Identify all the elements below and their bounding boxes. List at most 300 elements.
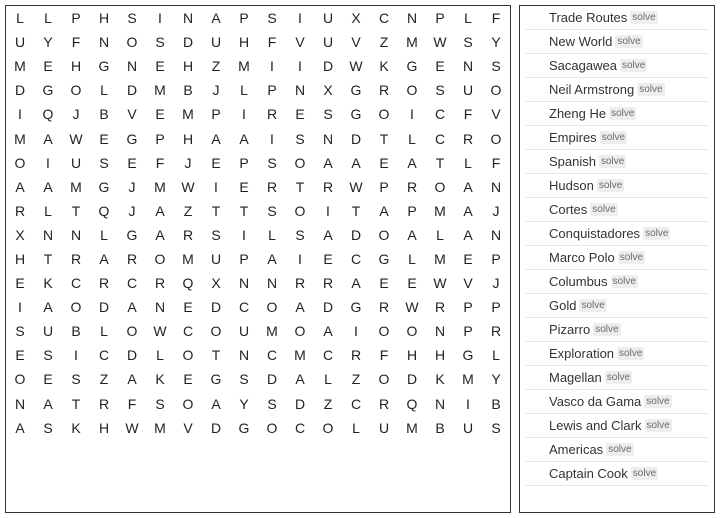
grid-cell[interactable]: S bbox=[323, 106, 333, 123]
grid-cell[interactable]: R bbox=[434, 299, 446, 316]
grid-cell[interactable]: I bbox=[298, 58, 302, 75]
grid-cell[interactable]: E bbox=[127, 154, 137, 171]
grid-cell[interactable]: L bbox=[100, 323, 108, 340]
grid-cell[interactable]: U bbox=[238, 323, 250, 340]
grid-cell[interactable]: E bbox=[15, 275, 25, 292]
grid-cell[interactable]: T bbox=[351, 202, 361, 219]
grid-cell[interactable]: S bbox=[239, 371, 249, 388]
grid-cell[interactable]: S bbox=[267, 395, 277, 412]
grid-cell[interactable]: R bbox=[154, 275, 166, 292]
grid-cell[interactable]: E bbox=[155, 58, 165, 75]
grid-cell[interactable]: O bbox=[378, 323, 390, 340]
grid-cell[interactable]: D bbox=[126, 347, 138, 364]
grid-cell[interactable]: Z bbox=[183, 202, 193, 219]
grid-cell[interactable]: E bbox=[463, 250, 473, 267]
grid-cell[interactable]: I bbox=[18, 106, 22, 123]
grid-cell[interactable]: A bbox=[323, 226, 333, 243]
grid-cell[interactable]: N bbox=[42, 226, 54, 243]
grid-cell[interactable]: S bbox=[155, 395, 165, 412]
grid-cell[interactable]: G bbox=[350, 106, 362, 123]
grid-cell[interactable]: I bbox=[242, 106, 246, 123]
grid-cell[interactable]: V bbox=[295, 34, 305, 51]
grid-cell[interactable]: G bbox=[98, 58, 110, 75]
grid-cell[interactable]: Y bbox=[239, 395, 249, 412]
grid-cell[interactable]: E bbox=[407, 275, 417, 292]
grid-cell[interactable]: B bbox=[491, 395, 501, 412]
grid-cell[interactable]: N bbox=[434, 395, 446, 412]
grid-cell[interactable]: R bbox=[126, 250, 138, 267]
grid-cell[interactable]: R bbox=[294, 275, 306, 292]
grid-cell[interactable]: H bbox=[182, 58, 194, 75]
grid-cell[interactable]: C bbox=[98, 347, 110, 364]
grid-cell[interactable]: H bbox=[70, 58, 82, 75]
grid-cell[interactable]: P bbox=[239, 250, 249, 267]
grid-cell[interactable]: R bbox=[462, 130, 474, 147]
grid-cell[interactable]: C bbox=[322, 347, 334, 364]
grid-cell[interactable]: O bbox=[154, 250, 166, 267]
grid-cell[interactable]: Q bbox=[406, 395, 418, 412]
grid-cell[interactable]: X bbox=[323, 82, 333, 99]
solve-button[interactable]: solve bbox=[601, 132, 626, 143]
grid-cell[interactable]: J bbox=[492, 275, 500, 292]
grid-cell[interactable]: E bbox=[211, 154, 221, 171]
grid-cell[interactable]: A bbox=[127, 371, 137, 388]
grid-cell[interactable]: F bbox=[491, 154, 501, 171]
grid-cell[interactable]: S bbox=[463, 34, 473, 51]
grid-cell[interactable]: L bbox=[100, 226, 108, 243]
solve-button[interactable]: solve bbox=[621, 60, 646, 71]
grid-cell[interactable]: E bbox=[295, 106, 305, 123]
grid-cell[interactable]: A bbox=[211, 10, 221, 27]
grid-cell[interactable]: S bbox=[267, 202, 277, 219]
grid-cell[interactable]: L bbox=[240, 82, 248, 99]
grid-cell[interactable]: U bbox=[462, 82, 474, 99]
grid-cell[interactable]: H bbox=[406, 347, 418, 364]
grid-cell[interactable]: D bbox=[98, 299, 110, 316]
grid-cell[interactable]: N bbox=[182, 10, 194, 27]
grid-cell[interactable]: D bbox=[14, 82, 26, 99]
grid-cell[interactable]: A bbox=[239, 130, 249, 147]
grid-cell[interactable]: V bbox=[183, 419, 193, 436]
grid-cell[interactable]: S bbox=[127, 10, 137, 27]
grid-cell[interactable]: L bbox=[464, 154, 472, 171]
grid-cell[interactable]: N bbox=[434, 323, 446, 340]
solve-button[interactable]: solve bbox=[611, 108, 635, 119]
grid-cell[interactable]: V bbox=[127, 106, 137, 123]
grid-cell[interactable]: E bbox=[183, 371, 193, 388]
grid-cell[interactable]: U bbox=[378, 419, 390, 436]
grid-cell[interactable]: B bbox=[71, 323, 81, 340]
grid-cell[interactable]: M bbox=[14, 130, 26, 147]
grid-cell[interactable]: O bbox=[126, 323, 138, 340]
grid-cell[interactable]: A bbox=[323, 154, 333, 171]
grid-cell[interactable]: A bbox=[379, 202, 389, 219]
grid-cell[interactable]: I bbox=[270, 130, 274, 147]
grid-cell[interactable]: A bbox=[295, 299, 305, 316]
grid-cell[interactable]: I bbox=[326, 202, 330, 219]
solve-button[interactable]: solve bbox=[646, 396, 670, 407]
grid-cell[interactable]: I bbox=[410, 106, 414, 123]
grid-cell[interactable]: N bbox=[406, 10, 418, 27]
grid-cell[interactable]: I bbox=[158, 10, 162, 27]
grid-cell[interactable]: E bbox=[379, 275, 389, 292]
grid-cell[interactable]: C bbox=[70, 275, 82, 292]
grid-cell[interactable]: X bbox=[15, 226, 25, 243]
grid-cell[interactable]: O bbox=[266, 299, 278, 316]
grid-cell[interactable]: M bbox=[154, 82, 166, 99]
grid-cell[interactable]: N bbox=[294, 82, 306, 99]
grid-cell[interactable]: D bbox=[294, 395, 306, 412]
grid-cell[interactable]: P bbox=[435, 10, 445, 27]
grid-cell[interactable]: P bbox=[491, 299, 501, 316]
grid-cell[interactable]: D bbox=[266, 371, 278, 388]
grid-cell[interactable]: U bbox=[322, 34, 334, 51]
solve-button[interactable]: solve bbox=[608, 444, 632, 455]
grid-cell[interactable]: H bbox=[14, 250, 26, 267]
grid-cell[interactable]: I bbox=[74, 347, 78, 364]
grid-cell[interactable]: W bbox=[349, 178, 363, 195]
grid-cell[interactable]: A bbox=[155, 202, 165, 219]
grid-cell[interactable]: P bbox=[155, 130, 165, 147]
grid-cell[interactable]: M bbox=[266, 323, 278, 340]
grid-cell[interactable]: L bbox=[44, 202, 52, 219]
grid-cell[interactable]: T bbox=[211, 202, 221, 219]
grid-cell[interactable]: W bbox=[125, 419, 139, 436]
grid-cell[interactable]: M bbox=[406, 419, 418, 436]
grid-cell[interactable]: M bbox=[406, 34, 418, 51]
grid-cell[interactable]: O bbox=[322, 419, 334, 436]
grid-cell[interactable]: O bbox=[434, 178, 446, 195]
grid-cell[interactable]: R bbox=[406, 178, 418, 195]
grid-cell[interactable]: L bbox=[156, 347, 164, 364]
grid-cell[interactable]: U bbox=[14, 34, 26, 51]
grid-cell[interactable]: Y bbox=[491, 34, 501, 51]
grid-cell[interactable]: D bbox=[350, 130, 362, 147]
grid-cell[interactable]: O bbox=[490, 82, 502, 99]
grid-cell[interactable]: J bbox=[184, 154, 192, 171]
solve-button[interactable]: solve bbox=[612, 276, 636, 287]
solve-button[interactable]: solve bbox=[592, 204, 616, 215]
grid-cell[interactable]: C bbox=[350, 250, 362, 267]
grid-cell[interactable]: P bbox=[267, 82, 277, 99]
grid-cell[interactable]: N bbox=[154, 299, 166, 316]
grid-cell[interactable]: P bbox=[463, 323, 473, 340]
grid-cell[interactable]: D bbox=[322, 58, 334, 75]
grid-cell[interactable]: P bbox=[71, 10, 81, 27]
grid-cell[interactable]: A bbox=[155, 226, 165, 243]
grid-cell[interactable]: M bbox=[182, 250, 194, 267]
grid-cell[interactable]: B bbox=[435, 419, 445, 436]
grid-cell[interactable]: N bbox=[462, 58, 474, 75]
grid-cell[interactable]: O bbox=[14, 371, 26, 388]
grid-cell[interactable]: C bbox=[434, 130, 446, 147]
grid-cell[interactable]: H bbox=[238, 34, 250, 51]
solve-button[interactable]: solve bbox=[619, 252, 644, 263]
grid-cell[interactable]: M bbox=[294, 347, 306, 364]
grid-cell[interactable]: P bbox=[379, 178, 389, 195]
grid-cell[interactable]: U bbox=[462, 419, 474, 436]
grid-cell[interactable]: F bbox=[155, 154, 165, 171]
grid-cell[interactable]: T bbox=[211, 347, 221, 364]
grid-cell[interactable]: A bbox=[15, 419, 25, 436]
grid-cell[interactable]: S bbox=[491, 58, 501, 75]
grid-cell[interactable]: I bbox=[18, 299, 22, 316]
grid-cell[interactable]: I bbox=[466, 395, 470, 412]
grid-cell[interactable]: A bbox=[99, 250, 109, 267]
grid-cell[interactable]: N bbox=[266, 275, 278, 292]
grid-cell[interactable]: S bbox=[267, 10, 277, 27]
grid-cell[interactable]: O bbox=[378, 226, 390, 243]
grid-cell[interactable]: K bbox=[435, 371, 445, 388]
grid-cell[interactable]: V bbox=[463, 275, 473, 292]
grid-cell[interactable]: C bbox=[182, 323, 194, 340]
solve-button[interactable]: solve bbox=[600, 156, 625, 167]
solve-button[interactable]: solve bbox=[598, 180, 623, 191]
grid-cell[interactable]: H bbox=[182, 130, 194, 147]
grid-cell[interactable]: U bbox=[70, 154, 82, 171]
grid-cell[interactable]: N bbox=[490, 178, 502, 195]
grid-cell[interactable]: L bbox=[44, 10, 52, 27]
grid-cell[interactable]: F bbox=[127, 395, 137, 412]
grid-cell[interactable]: L bbox=[492, 347, 500, 364]
grid-cell[interactable]: I bbox=[214, 178, 218, 195]
grid-cell[interactable]: S bbox=[295, 130, 305, 147]
grid-cell[interactable]: O bbox=[406, 82, 418, 99]
grid-cell[interactable]: S bbox=[99, 154, 109, 171]
grid-cell[interactable]: S bbox=[211, 226, 221, 243]
grid-cell[interactable]: O bbox=[14, 154, 26, 171]
grid-cell[interactable]: P bbox=[491, 250, 501, 267]
solve-button[interactable]: solve bbox=[646, 420, 670, 431]
grid-cell[interactable]: A bbox=[15, 178, 25, 195]
grid-cell[interactable]: O bbox=[294, 154, 306, 171]
grid-cell[interactable]: A bbox=[267, 250, 277, 267]
grid-cell[interactable]: F bbox=[71, 34, 81, 51]
grid-cell[interactable]: A bbox=[463, 178, 473, 195]
grid-cell[interactable]: N bbox=[14, 395, 26, 412]
grid-cell[interactable]: O bbox=[266, 419, 278, 436]
grid-cell[interactable]: Z bbox=[379, 34, 389, 51]
grid-cell[interactable]: O bbox=[294, 323, 306, 340]
grid-cell[interactable]: I bbox=[354, 323, 358, 340]
grid-cell[interactable]: R bbox=[266, 106, 278, 123]
grid-cell[interactable]: J bbox=[492, 202, 500, 219]
grid-cell[interactable]: K bbox=[71, 419, 81, 436]
grid-cell[interactable]: M bbox=[14, 58, 26, 75]
grid-cell[interactable]: A bbox=[127, 299, 137, 316]
grid-cell[interactable]: T bbox=[239, 202, 249, 219]
grid-cell[interactable]: D bbox=[182, 34, 194, 51]
grid-cell[interactable]: W bbox=[349, 58, 363, 75]
grid-cell[interactable]: L bbox=[268, 226, 276, 243]
grid-cell[interactable]: A bbox=[463, 226, 473, 243]
grid-cell[interactable]: I bbox=[270, 58, 274, 75]
grid-cell[interactable]: C bbox=[378, 10, 390, 27]
grid-cell[interactable]: M bbox=[434, 202, 446, 219]
solve-button[interactable]: solve bbox=[606, 372, 631, 383]
grid-cell[interactable]: U bbox=[210, 250, 222, 267]
grid-cell[interactable]: L bbox=[436, 226, 444, 243]
grid-cell[interactable]: W bbox=[433, 34, 447, 51]
grid-cell[interactable]: S bbox=[155, 34, 165, 51]
grid-cell[interactable]: D bbox=[210, 419, 222, 436]
grid-cell[interactable]: H bbox=[98, 10, 110, 27]
grid-cell[interactable]: R bbox=[490, 323, 502, 340]
grid-cell[interactable]: E bbox=[43, 371, 53, 388]
grid-cell[interactable]: G bbox=[378, 250, 390, 267]
grid-cell[interactable]: I bbox=[46, 154, 50, 171]
grid-cell[interactable]: G bbox=[462, 347, 474, 364]
grid-cell[interactable]: P bbox=[239, 154, 249, 171]
grid-cell[interactable]: A bbox=[43, 299, 53, 316]
grid-cell[interactable]: N bbox=[238, 275, 250, 292]
grid-cell[interactable]: M bbox=[154, 178, 166, 195]
grid-cell[interactable]: O bbox=[406, 323, 418, 340]
grid-cell[interactable]: R bbox=[14, 202, 26, 219]
grid-cell[interactable]: G bbox=[126, 226, 138, 243]
grid-cell[interactable]: D bbox=[350, 226, 362, 243]
grid-cell[interactable]: A bbox=[351, 154, 361, 171]
grid-cell[interactable]: U bbox=[210, 34, 222, 51]
grid-cell[interactable]: T bbox=[43, 250, 53, 267]
grid-cell[interactable]: C bbox=[294, 419, 306, 436]
solve-button[interactable]: solve bbox=[617, 36, 641, 47]
grid-cell[interactable]: O bbox=[378, 106, 390, 123]
grid-cell[interactable]: O bbox=[490, 130, 502, 147]
grid-cell[interactable]: D bbox=[406, 371, 418, 388]
grid-cell[interactable]: N bbox=[126, 58, 138, 75]
grid-cell[interactable]: W bbox=[405, 299, 419, 316]
solve-button[interactable]: solve bbox=[619, 348, 643, 359]
grid-cell[interactable]: E bbox=[183, 299, 193, 316]
grid-cell[interactable]: L bbox=[464, 10, 472, 27]
grid-cell[interactable]: A bbox=[407, 226, 417, 243]
grid-cell[interactable]: E bbox=[239, 178, 249, 195]
grid-cell[interactable]: O bbox=[210, 323, 222, 340]
grid-cell[interactable]: P bbox=[211, 106, 221, 123]
grid-cell[interactable]: E bbox=[323, 250, 333, 267]
grid-cell[interactable]: L bbox=[352, 419, 360, 436]
grid-cell[interactable]: R bbox=[322, 178, 334, 195]
grid-cell[interactable]: B bbox=[99, 106, 109, 123]
grid-cell[interactable]: C bbox=[126, 275, 138, 292]
grid-cell[interactable]: H bbox=[98, 419, 110, 436]
grid-cell[interactable]: R bbox=[378, 395, 390, 412]
grid-cell[interactable]: A bbox=[295, 371, 305, 388]
grid-cell[interactable]: A bbox=[211, 395, 221, 412]
solve-button[interactable]: solve bbox=[639, 84, 663, 95]
grid-cell[interactable]: A bbox=[323, 323, 333, 340]
grid-cell[interactable]: I bbox=[298, 10, 302, 27]
grid-cell[interactable]: N bbox=[238, 347, 250, 364]
grid-cell[interactable]: M bbox=[434, 250, 446, 267]
grid-cell[interactable]: L bbox=[100, 82, 108, 99]
grid-cell[interactable]: L bbox=[408, 130, 416, 147]
grid-cell[interactable]: O bbox=[70, 82, 82, 99]
grid-cell[interactable]: G bbox=[350, 82, 362, 99]
grid-cell[interactable]: O bbox=[378, 371, 390, 388]
grid-cell[interactable]: O bbox=[294, 202, 306, 219]
grid-cell[interactable]: K bbox=[379, 58, 389, 75]
grid-cell[interactable]: G bbox=[42, 82, 54, 99]
grid-cell[interactable]: M bbox=[462, 371, 474, 388]
grid-cell[interactable]: P bbox=[463, 299, 473, 316]
grid-cell[interactable]: G bbox=[350, 299, 362, 316]
grid-cell[interactable]: R bbox=[98, 395, 110, 412]
grid-cell[interactable]: S bbox=[71, 371, 81, 388]
grid-cell[interactable]: S bbox=[491, 419, 501, 436]
grid-cell[interactable]: F bbox=[379, 347, 389, 364]
grid-cell[interactable]: T bbox=[379, 130, 389, 147]
grid-cell[interactable]: Y bbox=[491, 371, 501, 388]
grid-cell[interactable]: G bbox=[406, 58, 418, 75]
grid-cell[interactable]: S bbox=[435, 82, 445, 99]
grid-cell[interactable]: F bbox=[463, 106, 473, 123]
grid-cell[interactable]: J bbox=[212, 82, 220, 99]
grid-cell[interactable]: O bbox=[182, 347, 194, 364]
solve-button[interactable]: solve bbox=[595, 324, 619, 335]
grid-cell[interactable]: S bbox=[43, 419, 53, 436]
solve-button[interactable]: solve bbox=[632, 12, 656, 23]
grid-cell[interactable]: L bbox=[408, 250, 416, 267]
grid-cell[interactable]: W bbox=[153, 323, 167, 340]
grid-cell[interactable]: L bbox=[16, 10, 24, 27]
solve-button[interactable]: solve bbox=[645, 228, 669, 239]
grid-cell[interactable]: R bbox=[70, 250, 82, 267]
grid-cell[interactable]: W bbox=[181, 178, 195, 195]
grid-cell[interactable]: O bbox=[182, 395, 194, 412]
grid-cell[interactable]: D bbox=[322, 299, 334, 316]
grid-cell[interactable]: M bbox=[154, 419, 166, 436]
grid-cell[interactable]: Z bbox=[351, 371, 361, 388]
grid-cell[interactable]: E bbox=[15, 347, 25, 364]
grid-cell[interactable]: G bbox=[98, 178, 110, 195]
grid-cell[interactable]: C bbox=[238, 299, 250, 316]
grid-cell[interactable]: N bbox=[490, 226, 502, 243]
grid-cell[interactable]: E bbox=[435, 58, 445, 75]
grid-cell[interactable]: X bbox=[351, 10, 361, 27]
grid-cell[interactable]: T bbox=[435, 154, 445, 171]
grid-cell[interactable]: D bbox=[210, 299, 222, 316]
grid-cell[interactable]: E bbox=[99, 130, 109, 147]
solve-button[interactable]: solve bbox=[581, 300, 605, 311]
grid-cell[interactable]: E bbox=[43, 58, 53, 75]
grid-cell[interactable]: R bbox=[98, 275, 110, 292]
grid-cell[interactable]: R bbox=[378, 299, 390, 316]
grid-cell[interactable]: W bbox=[433, 275, 447, 292]
grid-cell[interactable]: W bbox=[69, 130, 83, 147]
grid-cell[interactable]: M bbox=[238, 58, 250, 75]
grid-cell[interactable]: U bbox=[42, 323, 54, 340]
grid-cell[interactable]: M bbox=[182, 106, 194, 123]
grid-cell[interactable]: J bbox=[128, 202, 136, 219]
grid-cell[interactable]: J bbox=[72, 106, 80, 123]
grid-cell[interactable]: O bbox=[126, 34, 138, 51]
grid-cell[interactable]: G bbox=[126, 130, 138, 147]
grid-cell[interactable]: S bbox=[295, 226, 305, 243]
grid-cell[interactable]: T bbox=[295, 178, 305, 195]
grid-cell[interactable]: A bbox=[43, 130, 53, 147]
grid-cell[interactable]: S bbox=[43, 347, 53, 364]
grid-cell[interactable]: Z bbox=[323, 395, 333, 412]
grid-cell[interactable]: G bbox=[210, 371, 222, 388]
grid-cell[interactable]: P bbox=[239, 10, 249, 27]
grid-cell[interactable]: N bbox=[322, 130, 334, 147]
grid-cell[interactable]: R bbox=[266, 178, 278, 195]
grid-cell[interactable]: Q bbox=[42, 106, 54, 123]
grid-cell[interactable]: B bbox=[183, 82, 193, 99]
grid-cell[interactable]: R bbox=[182, 226, 194, 243]
